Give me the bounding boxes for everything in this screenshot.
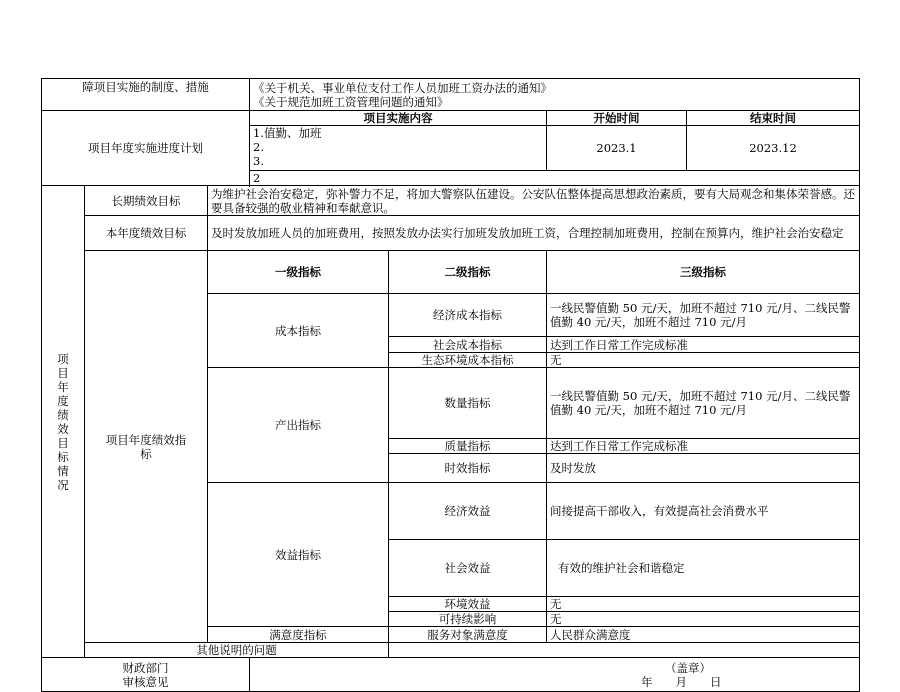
measures-content <box>250 79 860 111</box>
indicator-l2: 环境效益 <box>389 597 547 612</box>
goals-side-label <box>42 186 85 658</box>
finance-row <box>42 658 860 692</box>
group-output: 产出指标 <box>208 368 389 483</box>
group-satisfaction: 满意度指标 <box>208 627 389 643</box>
measures-line: 《关于规范加班工资管理问题的通知》 <box>253 94 449 109</box>
measures-line: 《关于机关、事业单位支付工作人员加班工资办法的通知》 <box>253 80 552 95</box>
group-cost: 成本指标 <box>208 294 389 368</box>
finance-date: 年 月 日 <box>641 674 722 689</box>
indicator-l2: 数量指标 <box>389 368 547 439</box>
finance-opinion <box>250 658 860 692</box>
goals-side-label-text: 项目年度绩效目标情况 <box>57 351 69 492</box>
indicator-l3: 一线民警值勤 50 元/天，加班不超过 710 元/月、二线民警值勤 40 元/天，加班不超过 710 元/月 <box>547 368 860 439</box>
finance-label <box>42 658 250 692</box>
indicator-l3: 人民群众满意度 <box>547 627 860 643</box>
annual-label: 本年度绩效目标 <box>85 216 208 251</box>
plan-label: 项目年度实施进度计划 <box>42 111 250 186</box>
indicator-l3: 无 <box>547 353 860 368</box>
indicator-header-row <box>42 251 860 294</box>
plan-header-start: 开始时间 <box>547 111 687 126</box>
performance-table <box>41 78 860 692</box>
indicator-l3: 达到工作日常工作完成标准 <box>547 439 860 454</box>
measures-label: 障项目实施的制度、措施 <box>42 79 250 111</box>
indicator-l2: 可持续影响 <box>389 612 547 627</box>
indicator-l2: 生态环境成本指标 <box>389 353 547 368</box>
plan-header-row <box>42 111 860 126</box>
other-label: 其他说明的问题 <box>85 643 389 658</box>
indicators-label: 项目年度绩效指标 <box>85 251 208 643</box>
indicator-l2: 服务对象满意度 <box>389 627 547 643</box>
plan-content <box>250 126 547 171</box>
indicator-l2: 经济效益 <box>389 483 547 540</box>
plan-end: 2023.12 <box>687 126 860 171</box>
indicator-l2: 社会成本指标 <box>389 337 547 353</box>
finance-seal: （盖章） <box>665 660 711 675</box>
indicator-l3: 有效的维护社会和谐稳定 <box>547 540 860 597</box>
plan-content-line: 2. <box>253 140 264 154</box>
long-term-label: 长期绩效目标 <box>85 186 208 216</box>
finance-label-line: 审核意见 <box>122 674 169 689</box>
indicator-l3: 无 <box>547 612 860 627</box>
plan-start: 2023.1 <box>547 126 687 171</box>
long-term-row <box>42 186 860 216</box>
header-level2: 二级指标 <box>389 251 547 294</box>
header-level1: 一级指标 <box>208 251 389 294</box>
group-benefit: 效益指标 <box>208 483 389 627</box>
other-text <box>389 643 860 658</box>
indicator-l2: 时效指标 <box>389 454 547 483</box>
plan-header-end: 结束时间 <box>687 111 860 126</box>
header-level3: 三级指标 <box>547 251 860 294</box>
indicator-l2: 社会效益 <box>389 540 547 597</box>
annual-text: 及时发放加班人员的加班费用，按照发放办法实行加班发放加班工资，合理控制加班费用，控制在预算内，维护社会治安稳定 <box>208 216 860 251</box>
plan-content-extra: 2 <box>250 171 860 186</box>
other-row <box>42 643 860 658</box>
annual-row <box>42 216 860 251</box>
indicator-l3: 达到工作日常工作完成标准 <box>547 337 860 353</box>
indicator-l3: 一线民警值勤 50 元/天，加班不超过 710 元/月、二线民警值勤 40 元/天，加班不超过 710 元/月 <box>547 294 860 337</box>
indicator-l3: 及时发放 <box>547 454 860 483</box>
indicator-l2: 质量指标 <box>389 439 547 454</box>
measures-row <box>42 79 860 111</box>
indicator-l2: 经济成本指标 <box>389 294 547 337</box>
plan-content-line: 1.值勤、加班 <box>253 126 322 140</box>
indicator-l3: 间接提高干部收入，有效提高社会消费水平 <box>547 483 860 540</box>
plan-header-content: 项目实施内容 <box>250 111 547 126</box>
finance-label-line: 财政部门 <box>122 660 169 675</box>
indicator-l3: 无 <box>547 597 860 612</box>
plan-content-line: 3. <box>253 154 264 168</box>
long-term-text: 为维护社会治安稳定，弥补警力不足，将加大警察队伍建设。公安队伍整体提高思想政治素质，要有大局观念和集体荣誉感。还要具备较强的敬业精神和奉献意识。 <box>208 186 860 216</box>
